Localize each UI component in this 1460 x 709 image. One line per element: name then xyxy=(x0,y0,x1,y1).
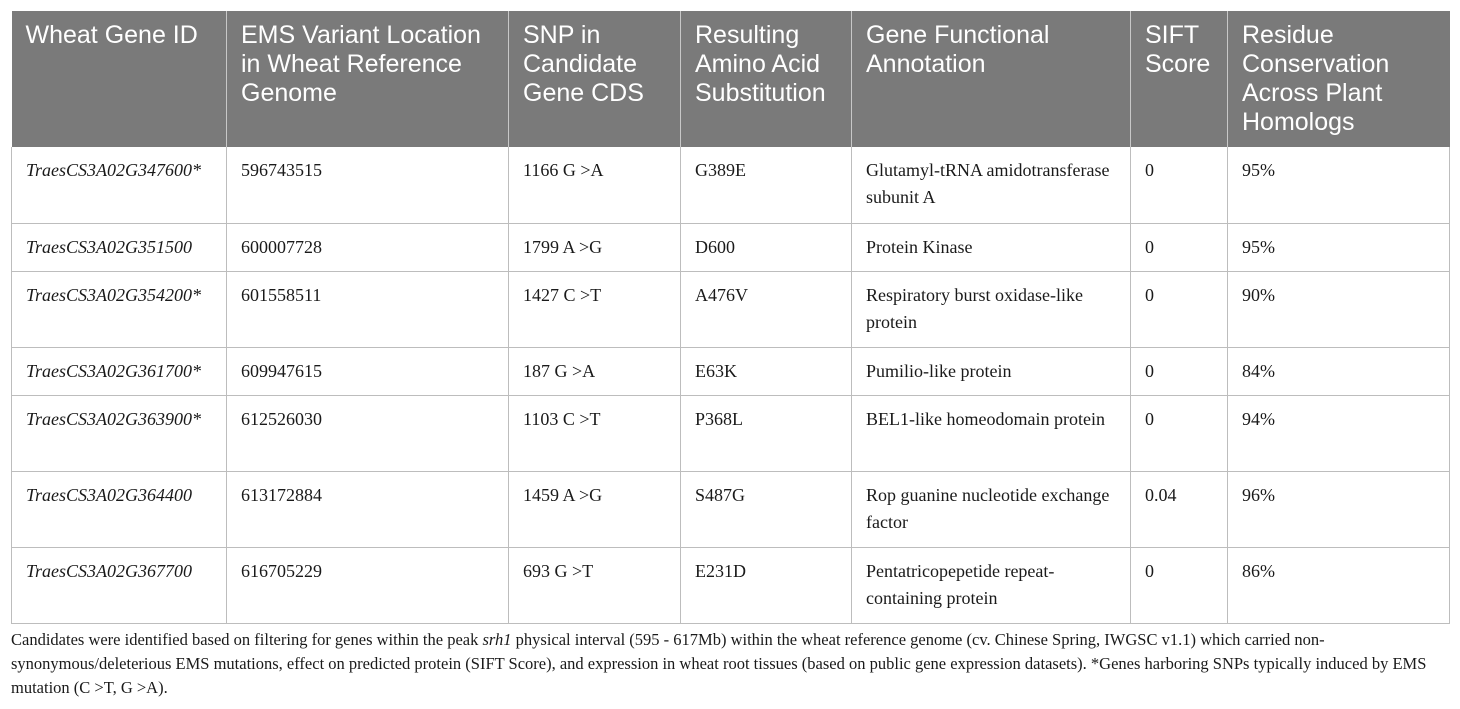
cell-sift-score: 0.04 xyxy=(1131,471,1228,547)
header-sift-score: SIFT Score xyxy=(1131,11,1228,147)
cell-variant-location: 600007728 xyxy=(227,223,509,271)
cell-snp: 1799 A >G xyxy=(509,223,681,271)
cell-gene-id: TraesCS3A02G351500 xyxy=(12,223,227,271)
table-body xyxy=(12,147,1450,623)
cell-annotation: Rop guanine nucleotide exchange factor xyxy=(852,471,1131,547)
header-conservation: Residue Conservation Across Plant Homologs xyxy=(1228,11,1450,147)
cell-amino-acid: E63K xyxy=(681,347,852,395)
footnote-text-part2: physical interval (595 - 617Mb) within the wheat reference genome (cv. Chinese Spring, IWGSC v1.1) which carried non-synonymous/deleterious EMS mutations, effect on predicted protein (SIFT Score), and expression in wheat root tissues (based on public gene expression datasets). *Genes harboring SNPs typically induced by EMS mutation (C >T, G >A). xyxy=(11,630,1427,697)
cell-variant-location: 609947615 xyxy=(227,347,509,395)
cell-variant-location: 601558511 xyxy=(227,271,509,347)
cell-conservation: 95% xyxy=(1228,147,1450,223)
cell-amino-acid: G389E xyxy=(681,147,852,223)
header-row xyxy=(12,11,1450,147)
table-row xyxy=(12,223,1450,271)
cell-amino-acid: S487G xyxy=(681,471,852,547)
footnote-gene-name: srh1 xyxy=(482,630,512,649)
cell-conservation: 84% xyxy=(1228,347,1450,395)
cell-sift-score: 0 xyxy=(1131,547,1228,623)
cell-conservation: 86% xyxy=(1228,547,1450,623)
cell-variant-location: 596743515 xyxy=(227,147,509,223)
cell-conservation: 90% xyxy=(1228,271,1450,347)
cell-snp: 1166 G >A xyxy=(509,147,681,223)
cell-amino-acid: A476V xyxy=(681,271,852,347)
cell-gene-id: TraesCS3A02G354200* xyxy=(12,271,227,347)
cell-annotation: Pentatricopepetide repeat-containing protein xyxy=(852,547,1131,623)
header-amino-acid: Resulting Amino Acid Substitution xyxy=(681,11,852,147)
cell-sift-score: 0 xyxy=(1131,395,1228,471)
table-row xyxy=(12,347,1450,395)
cell-amino-acid: D600 xyxy=(681,223,852,271)
cell-snp: 1459 A >G xyxy=(509,471,681,547)
header-annotation: Gene Functional Annotation xyxy=(852,11,1131,147)
cell-amino-acid: E231D xyxy=(681,547,852,623)
footnote-text-part1: Candidates were identified based on filtering for genes within the peak xyxy=(11,630,483,649)
cell-variant-location: 612526030 xyxy=(227,395,509,471)
cell-variant-location: 613172884 xyxy=(227,471,509,547)
table-header xyxy=(12,11,1450,147)
cell-conservation: 94% xyxy=(1228,395,1450,471)
cell-variant-location: 616705229 xyxy=(227,547,509,623)
cell-sift-score: 0 xyxy=(1131,147,1228,223)
table-row xyxy=(12,395,1450,471)
cell-amino-acid: P368L xyxy=(681,395,852,471)
cell-annotation: Protein Kinase xyxy=(852,223,1131,271)
cell-sift-score: 0 xyxy=(1131,347,1228,395)
cell-snp: 693 G >T xyxy=(509,547,681,623)
header-gene-id: Wheat Gene ID xyxy=(12,11,227,147)
candidate-genes-table-container xyxy=(11,11,1449,624)
cell-gene-id: TraesCS3A02G364400 xyxy=(12,471,227,547)
cell-sift-score: 0 xyxy=(1131,223,1228,271)
cell-gene-id: TraesCS3A02G367700 xyxy=(12,547,227,623)
cell-conservation: 96% xyxy=(1228,471,1450,547)
candidate-genes-table xyxy=(11,11,1450,624)
cell-snp: 1103 C >T xyxy=(509,395,681,471)
cell-conservation: 95% xyxy=(1228,223,1450,271)
cell-gene-id: TraesCS3A02G347600* xyxy=(12,147,227,223)
cell-snp: 1427 C >T xyxy=(509,271,681,347)
table-row xyxy=(12,271,1450,347)
cell-annotation: BEL1-like homeodomain protein xyxy=(852,395,1131,471)
table-row xyxy=(12,471,1450,547)
table-footnote xyxy=(11,628,1451,700)
header-variant-location: EMS Variant Location in Wheat Reference Genome xyxy=(227,11,509,147)
cell-annotation: Respiratory burst oxidase-like protein xyxy=(852,271,1131,347)
cell-annotation: Glutamyl-tRNA amidotransferase subunit A xyxy=(852,147,1131,223)
header-snp: SNP in Candidate Gene CDS xyxy=(509,11,681,147)
cell-sift-score: 0 xyxy=(1131,271,1228,347)
cell-gene-id: TraesCS3A02G363900* xyxy=(12,395,227,471)
table-row xyxy=(12,147,1450,223)
table-row xyxy=(12,547,1450,623)
cell-annotation: Pumilio-like protein xyxy=(852,347,1131,395)
cell-snp: 187 G >A xyxy=(509,347,681,395)
cell-gene-id: TraesCS3A02G361700* xyxy=(12,347,227,395)
